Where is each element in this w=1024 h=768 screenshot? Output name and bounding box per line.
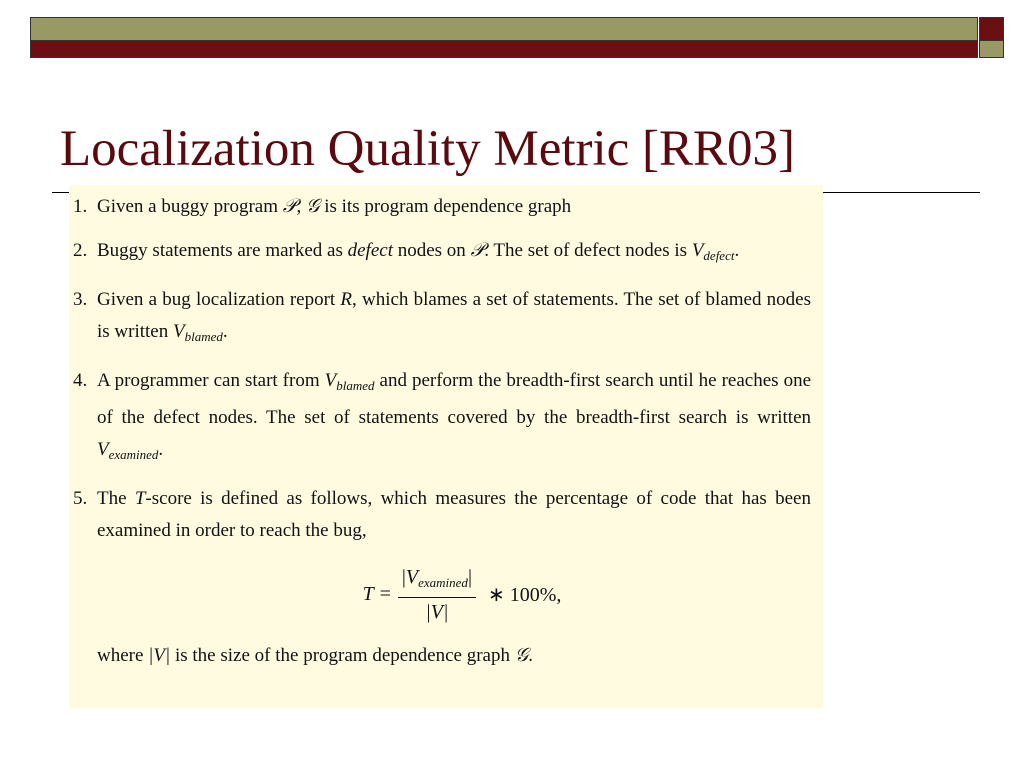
slide-title: Localization Quality Metric [RR03] (60, 121, 796, 177)
content-panel (69, 185, 823, 708)
header-bar-maroon (30, 41, 978, 58)
fraction-denominator: |V| (425, 601, 449, 623)
list-item: 3. Given a bug localization report R, which blames a set of statements. The set of blamed nodes is written $V_{blamed}$. (73, 289, 812, 344)
formula-explanation: where |V| is the size of the program dependence graph 𝒢. (97, 645, 534, 666)
t-score-formula: T = $\frac{|V_{examined}|}{|V|}$ ∗ 100%, (113, 563, 811, 626)
header-corner-maroon (979, 17, 1004, 41)
header-bar-olive (30, 17, 978, 41)
list-item: 1. Given a buggy program 𝒫, 𝒢 is its program dependence graph (73, 196, 572, 217)
fraction (398, 563, 476, 626)
definition-list (73, 191, 811, 547)
list-item: 5. The T-score is defined as follows, which measures the percentage of code that has been examined in order to reach the bug, (73, 488, 811, 541)
header-corner-olive (979, 41, 1004, 58)
list-item: 4. A programmer can start from $V_{blamed}$ and perform the breadth-first search until he reaches one of the defect nodes. The set of statements covered by the breadth-first search is written $V_{examined}$. (73, 370, 811, 462)
fraction-numerator: $|V_{examined}|$ (398, 563, 476, 598)
list-item: 2. Buggy statements are marked as defect nodes on 𝒫. The set of defect nodes is $V_{defect}$. (73, 240, 740, 263)
